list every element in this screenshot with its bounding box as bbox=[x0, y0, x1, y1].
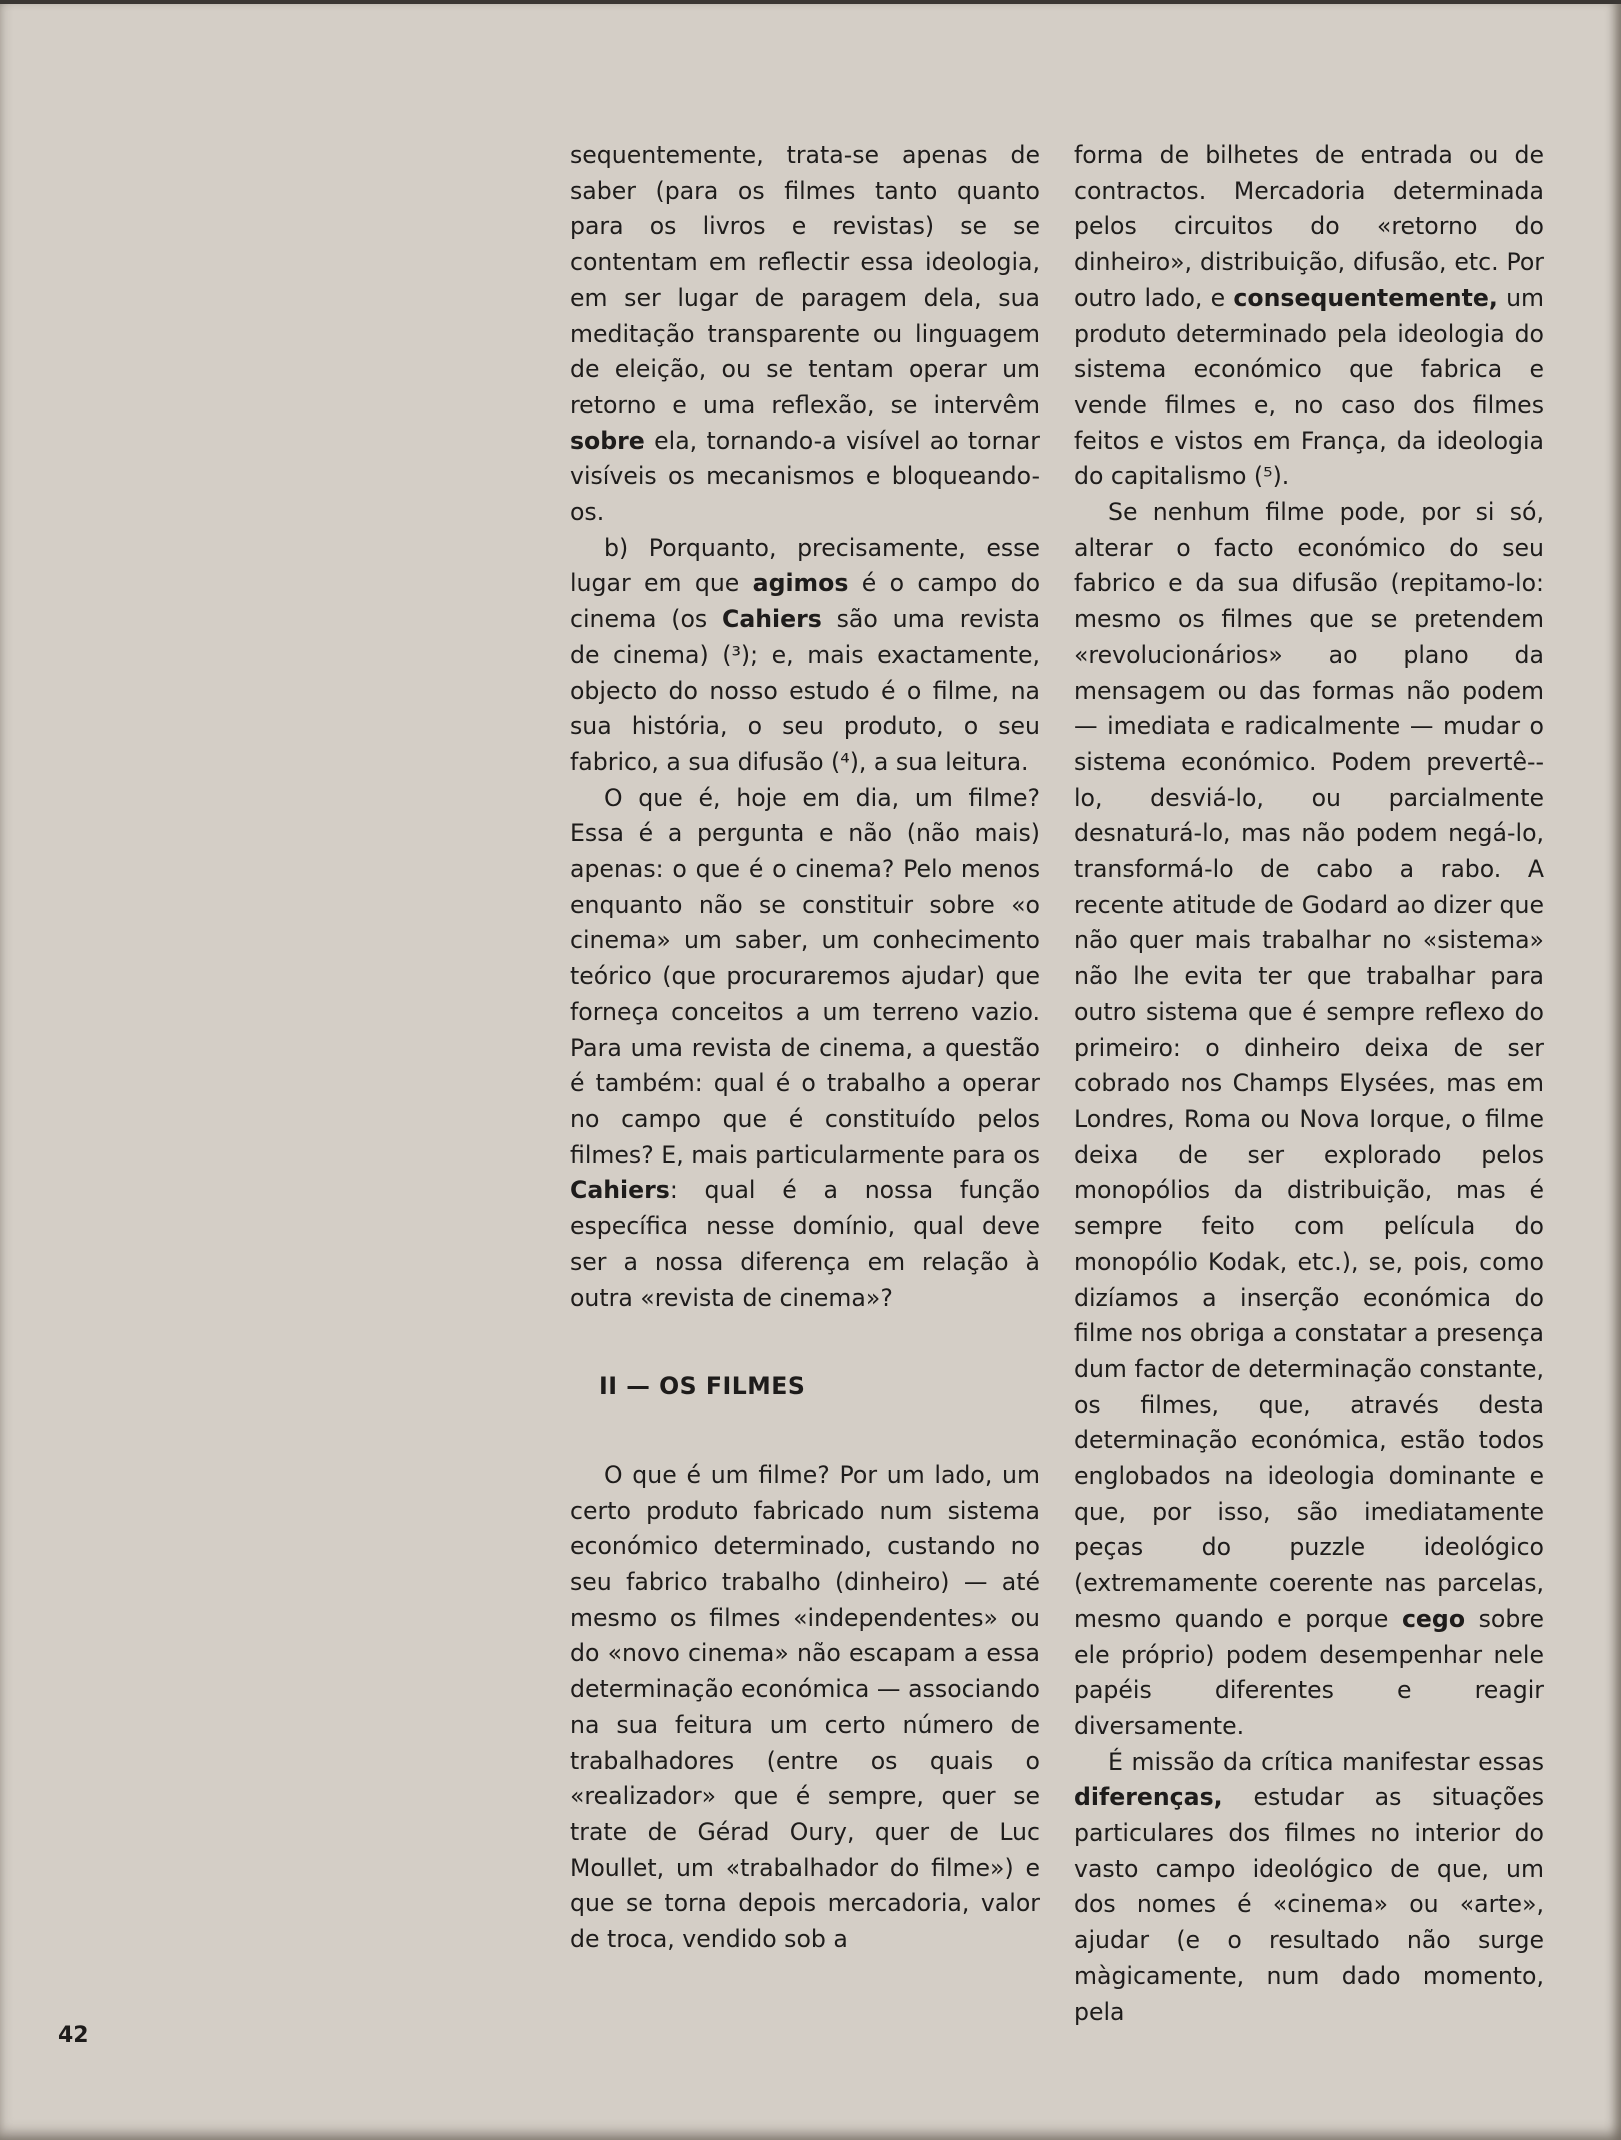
paragraph-text: Se nenhum filme pode, por si só, alterar o facto económico do seu fabrico e da sua difusão (repitamo-lo: mesmo os filmes que se pretendem «revolucionários» ao plano da mensagem ou das formas não podem — imediata e radicalmente — mudar o sistema económico. Podem prevertê--lo, desviá-lo, ou parcialmente desnaturá-lo, mas não podem negá-lo, transformá-lo de cabo a rabo. A recente atitude de Godard ao dizer que não quer mais trabalhar no «sistema» não lhe evita ter que trabalhar para outro sistema que é sempre reflexo do primeiro: o dinheiro deixa de ser cobrado nos Champs Elysées, mas em Londres, Roma ou Nova Iorque, o filme deixa de ser explorado pelos monopólios da distribuição, mas é sempre feito com película do monopólio Kodak, etc.), se, pois, como dizíamos a inserção económica do filme nos obriga a constatar a presença dum factor de determinação constante, os filmes, que, através desta determinação económica, estão todos englobados na ideologia dominante e que, por isso, são imediatamente peças do puzzle ideológico (extremamente coerente nas parcelas, mesmo quando e porque bbox=[1074, 498, 1544, 1633]
bold-text: diferenças, bbox=[1074, 1783, 1223, 1812]
paragraph-text: um produto determinado pela ideologia do sistema económico que fabrica e vende filmes e, no caso dos filmes feitos e vistos em França, da ideologia do capitalismo (⁵). bbox=[1074, 283, 1545, 491]
bold-text: consequentemente, bbox=[1233, 283, 1498, 312]
paragraph bbox=[1074, 138, 1544, 495]
paragraph-text: b) Porquanto, precisamente, esse lugar em que bbox=[570, 533, 1040, 598]
paragraph bbox=[570, 781, 1040, 1317]
paragraph-text: É missão da crítica manifestar essas bbox=[1108, 1747, 1544, 1776]
bold-text: agimos bbox=[752, 569, 849, 598]
left-text-column bbox=[570, 138, 1040, 1958]
paragraph-text: sobre ele próprio) podem desempenhar nele papéis diferentes e reagir diversamente. bbox=[1074, 1604, 1545, 1740]
paragraph bbox=[570, 138, 1040, 531]
paragraph bbox=[1074, 495, 1544, 1745]
paragraph bbox=[570, 1458, 1040, 1958]
paragraph-text: são uma revista de cinema) (³); e, mais exactamente, objecto do nosso estudo é o filme, na sua história, o seu produto, o seu fabrico, a sua difusão (⁴), a sua leitura. bbox=[570, 605, 1041, 776]
paragraph-text: : qual é a nossa função específica nesse domínio, qual deve ser a nossa diferença em relação à outra «revista de cinema»? bbox=[570, 1176, 1040, 1312]
bold-text: sobre bbox=[570, 426, 645, 455]
bold-text: Cahiers bbox=[722, 605, 822, 634]
paragraph-text: O que é um filme? Por um lado, um certo produto fabricado num sistema económico determinado, custando no seu fabrico trabalho (dinheiro) — até mesmo os filmes «independentes» ou do «novo cinema» não escapam a essa determinação económica — associando na sua feitura um certo número de trabalhadores (entre os quais o «realizador» que é sempre, quer se trate de Gérad Oury, quer de Luc Moullet, um «trabalhador do filme») e que se torna depois mercadoria, valor de troca, vendido sob a bbox=[570, 1460, 1040, 1954]
page-number: 42 bbox=[58, 2023, 89, 2048]
bold-text: cego bbox=[1401, 1604, 1466, 1633]
paragraph-text: é o campo do cinema (os bbox=[570, 569, 1041, 634]
paragraph-text: forma de bilhetes de entrada ou de contractos. Mercadoria determinada pelos circuitos do «retorno do dinheiro», distribuição, difusão, etc. Por outro lado, e bbox=[1074, 141, 1544, 312]
bold-text: Cahiers bbox=[570, 1176, 670, 1205]
paragraph-text: ela, tornando-a visível ao tornar visíveis os mecanismos e bloqueando-os. bbox=[570, 426, 1041, 527]
paragraph bbox=[1074, 1745, 1544, 2031]
paragraph bbox=[570, 531, 1040, 781]
paragraph-text: sequentemente, trata-se apenas de saber (para os filmes tanto quanto para os livros e revistas) se se contentam em reflectir essa ideologia, em ser lugar de paragem dela, sua meditação transparente ou linguagem de eleição, ou se tentam operar um retorno e uma reflexão, se intervêm bbox=[570, 141, 1040, 419]
section-heading: II — OS FILMES bbox=[599, 1372, 806, 1401]
paragraph-text: O que é, hoje em dia, um filme? Essa é a pergunta e não (não mais) apenas: o que é o cinema? Pelo menos enquanto não se constituir sobre «o cinema» um saber, um conhecimento teórico (que procuraremos ajudar) que forneça conceitos a um terreno vazio. Para uma revista de cinema, a questão é também: qual é o trabalho a operar no campo que é constituído pelos filmes? E, mais particularmente para os bbox=[570, 783, 1040, 1169]
paragraph-text: estudar as situações particulares dos filmes no interior do vasto campo ideológico de que, um dos nomes é «cinema» ou «arte», ajudar (e o resultado não surge màgicamente, num dado momento, pela bbox=[1074, 1783, 1545, 2026]
right-text-column bbox=[1074, 138, 1544, 2030]
